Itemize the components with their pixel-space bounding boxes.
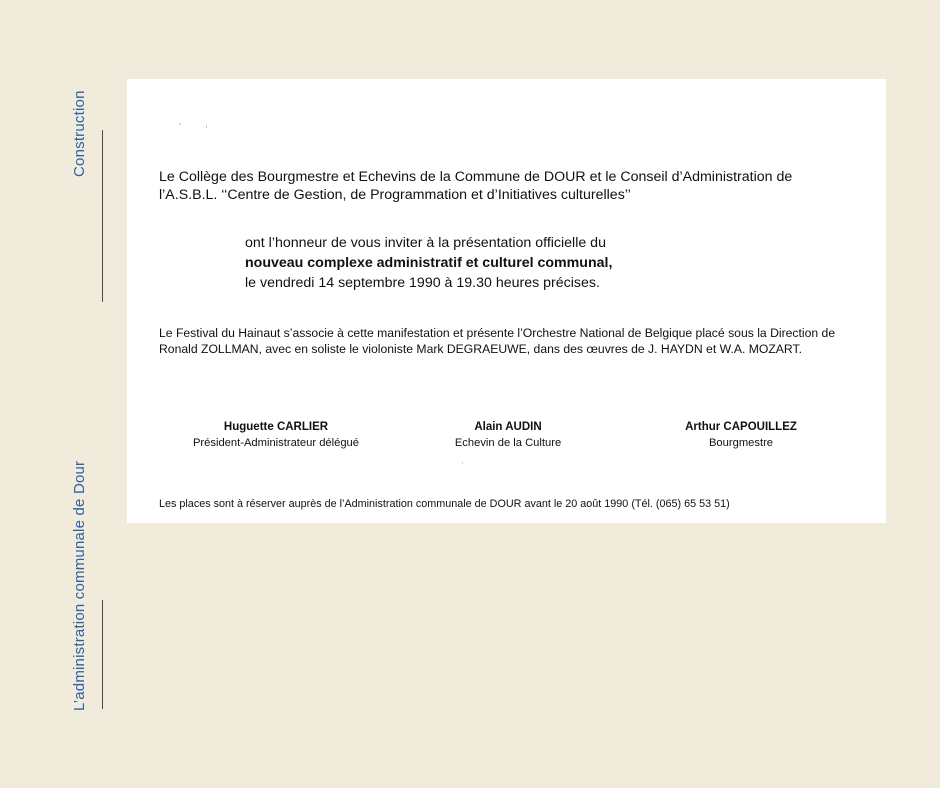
signatures: [127, 419, 886, 459]
signatory-name: Huguette CARLIER: [223, 421, 329, 433]
signatory-name: Arthur CAPOUILLEZ: [685, 421, 797, 433]
reservation-note: Les places sont à réserver auprès de l’Administration communale de DOUR avant le 20 août 1990 (Tél. (065) 65 53 51): [159, 498, 730, 510]
invitation-line-3: le vendredi 14 septembre 1990 à 19.30 heures précises.: [245, 275, 600, 291]
festival-paragraph: Le Festival du Hainaut s’associe à cette manifestation et présente l’Orchestre National de Belgique placé sous la Direction de Ronald ZOLLMAN, avec en soliste le violoniste Mark DEGRAEUWE, dans des œuvres de J. HAYDN et W.A. MOZART.: [159, 326, 836, 356]
signatory-name: Alain AUDIN: [474, 421, 542, 433]
side-divider-top: [102, 130, 103, 302]
invitation-card: [127, 79, 886, 523]
side-label-administration: L’administration communale de Dour: [71, 460, 88, 711]
paper-speck: [206, 125, 207, 128]
signatory-role: Bourgmestre: [708, 437, 774, 449]
signatory-role: Président-Administrateur délégué: [192, 437, 360, 449]
signatory: [388, 419, 628, 451]
side-divider-bottom: [102, 600, 103, 709]
paper-speck: [179, 123, 181, 125]
invitation-main: [245, 233, 805, 293]
signatory-role: Echevin de la Culture: [454, 437, 562, 449]
signatory: [156, 419, 396, 451]
signatory: [621, 419, 861, 451]
invitation-line-1: ont l’honneur de vous inviter à la présentation officielle du: [245, 235, 606, 251]
invitation-intro: Le Collège des Bourgmestre et Echevins de la Commune de DOUR et le Conseil d’Administration de l’A.S.B.L. ‘‘Centre de Gestion, de Programmation et d’Initiatives culturelles’’: [159, 169, 793, 203]
invitation-line-2: nouveau complexe administratif et culturel communal,: [245, 255, 613, 271]
side-label-construction: Construction: [71, 90, 88, 177]
paper-speck: [462, 462, 463, 464]
